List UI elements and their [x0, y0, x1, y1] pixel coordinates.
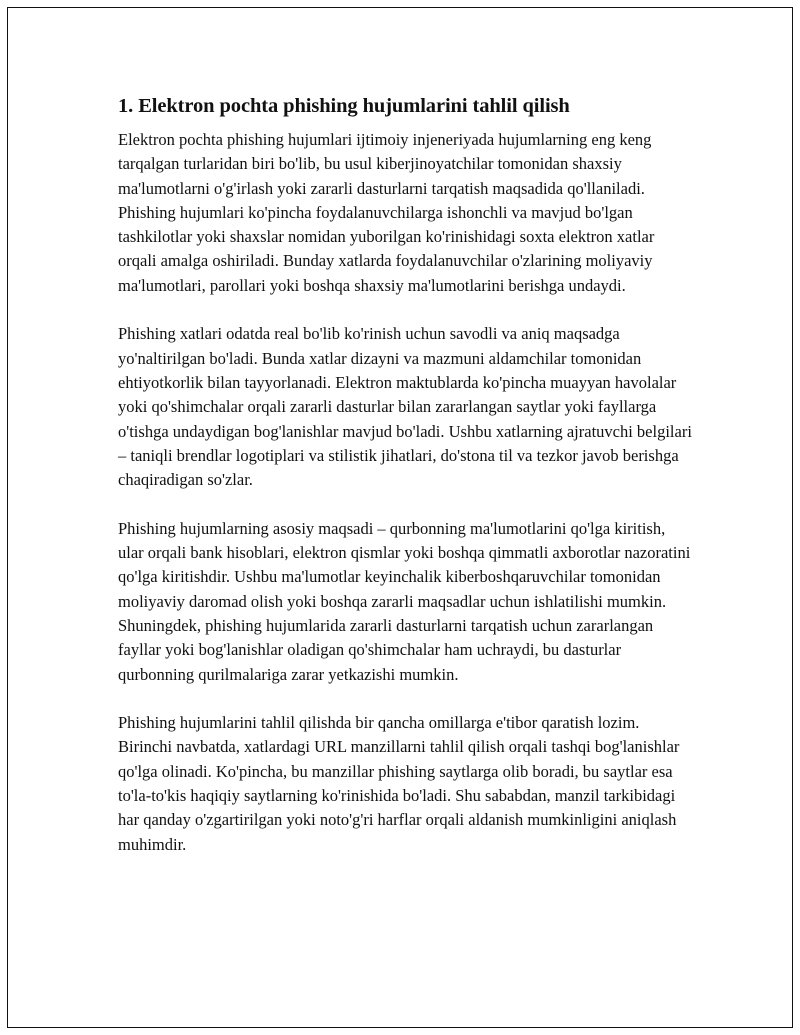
- paragraph-2: Phishing xatlari odatda real bo'lib ko'rinish uchun savodli va aniq maqsadga yo'naltirilgan bo'ladi. Bunda xatlar dizayni va mazmuni aldamchilar tomonidan ehtiyotkorlik bilan tayyorlanadi. Elektron maktublarda ko'pincha muayyan havolalar yoki qo'shimchalar orqali zararli dasturlar bilan zararlangan saytlar yoki fayllarga o'tishga undaydigan bog'lanishlar mavjud bo'ladi. Ushbu xatlarning ajratuvchi belgilari – taniqli brendlar logotiplari va stilistik jihatlari, do'stona til va tezkor javob berishga chaqiradigan so'zlar.: [118, 324, 692, 490]
- section-heading: 1. Elektron pochta phishing hujumlarini tahlil qilish: [118, 95, 570, 117]
- paragraph-3: Phishing hujumlarning asosiy maqsadi – qurbonning ma'lumotlarini qo'lga kiritish, ular orqali bank hisoblari, elektron qismlar yoki boshqa qimmatli axborotlar nazoratini qo'lga kiritishdir. Ushbu ma'lumotlar keyinchalik kiberboshqaruvchilar tomonidan moliyaviy daromad olish yoki boshqa zararli maqsadlar uchun ishlatilishi mumkin. Shuningdek, phishing hujumlarida zararli dasturlarni tarqatish uchun zararlangan fayllar yoki bog'lanishlar oladigan qo'shimchalar ham uchraydi, bu dasturlar qurbonning qurilmalariga zarar yetkazishi mumkin.: [118, 518, 691, 684]
- paragraph-1: Elektron pochta phishing hujumlari ijtimoiy injeneriyada hujumlarning eng keng tarqalgan turlaridan biri bo'lib, bu usul kiberjinoyatchilar tomonidan shaxsiy ma'lumotlarni o'g'irlash yoki zararli dasturlarni tarqatish maqsadida qo'llaniladi. Phishing hujumlari ko'pincha foydalanuvchilarga ishonchli va mavjud bo'lgan tashkilotlar yoki shaxslar nomidan yuborilgan ko'rinishidagi soxta elektron xatlar orqali amalga oshiriladi. Bunday xatlarda foydalanuvchilar o'zlarining moliyaviy ma'lumotlari, parollari yoki boshqa shaxsiy ma'lumotlarini berishga undaydi.: [118, 130, 655, 295]
- paragraph-4: Phishing hujumlarini tahlil qilishda bir qancha omillarga e'tibor qaratish lozim. Birinchi navbatda, xatlardagi URL manzillarni tahlil qilish orqali tashqi bog'lanishlar qo'lga olinadi. Ko'pincha, bu manzillar phishing saytlarga olib boradi, bu saytlar esa to'la-to'kis haqiqiy saytlarning ko'rinishida bo'ladi. Shu sababdan, manzil tarkibidagi har qanday o'zgartirilgan yoki noto'g'ri harflar orqali aldanish mumkinligini aniqlash muhimdir.: [118, 713, 680, 854]
- document-body: [118, 92, 693, 881]
